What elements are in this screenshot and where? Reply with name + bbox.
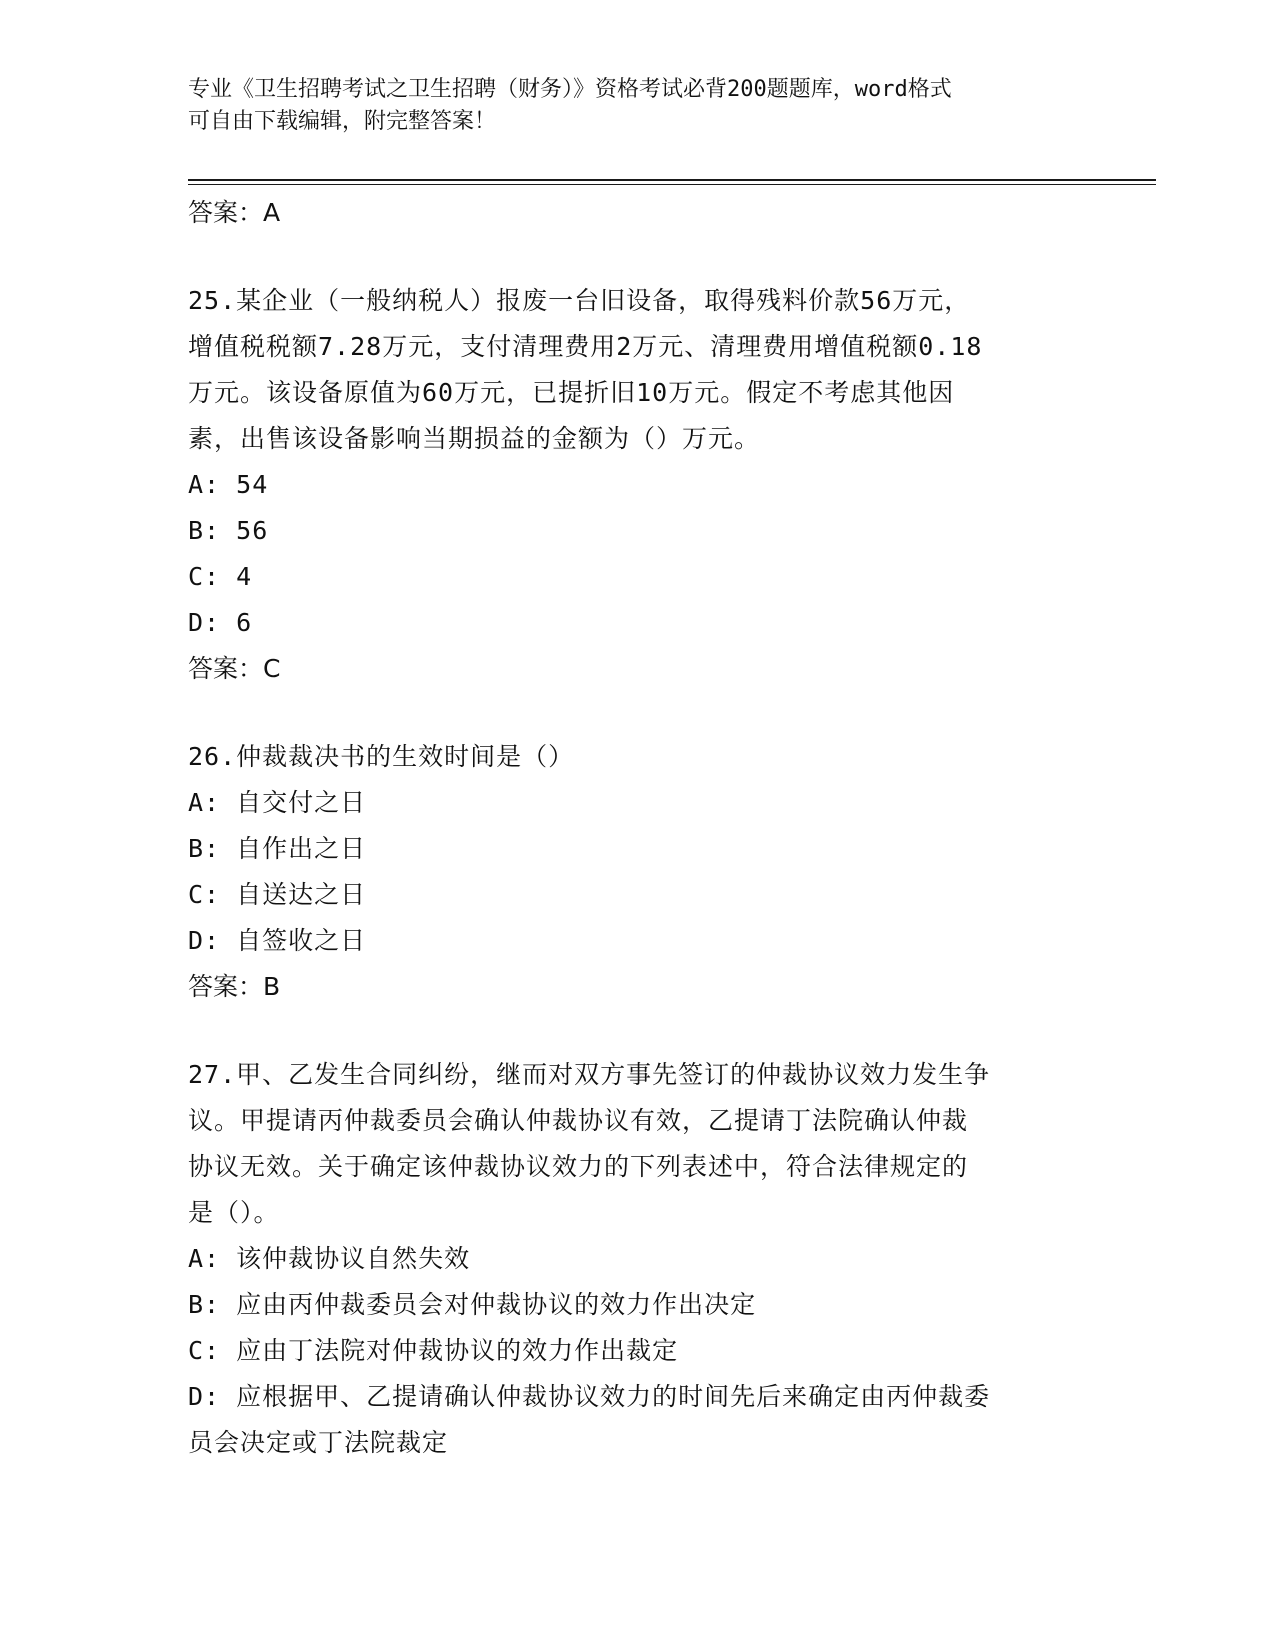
- question-stem-line: 25.某企业（一般纳税人）报废一台旧设备，取得残料价款56万元，: [188, 286, 971, 315]
- spacer: [188, 1010, 1088, 1052]
- option-a: A: 54: [188, 470, 269, 499]
- header-line-1: 专业《卫生招聘考试之卫生招聘（财务）》资格考试必背200题题库，word格式: [188, 77, 952, 102]
- option-c: C: 4: [188, 562, 253, 591]
- document-body: [188, 190, 1088, 1466]
- question-26: [188, 734, 1088, 1010]
- option-c: C: 应由丁法院对仲裁协议的效力作出裁定: [188, 1336, 679, 1365]
- option-b: B: 56: [188, 516, 269, 545]
- option-b: B: 自作出之日: [188, 834, 367, 863]
- question-25: [188, 278, 1088, 692]
- question-stem-line: 是（）。: [188, 1198, 280, 1227]
- option-a: A: 自交付之日: [188, 788, 367, 817]
- previous-answer: 答案：A: [188, 198, 281, 227]
- question-stem-line: 万元。该设备原值为60万元，已提折旧10万元。假定不考虑其他因: [188, 378, 955, 407]
- spacer: [188, 692, 1088, 734]
- question-stem-line: 协议无效。关于确定该仲裁协议效力的下列表述中，符合法律规定的: [188, 1152, 969, 1181]
- option-d-continued: 员会决定或丁法院裁定: [188, 1428, 449, 1457]
- question-stem-line: 26.仲裁裁决书的生效时间是（）: [188, 742, 575, 771]
- option-d: D: 6: [188, 608, 253, 637]
- option-d: D: 应根据甲、乙提请确认仲裁协议效力的时间先后来确定由丙仲裁委: [188, 1382, 991, 1411]
- answer-26: 答案：B: [188, 972, 281, 1001]
- option-c: C: 自送达之日: [188, 880, 367, 909]
- option-d: D: 自签收之日: [188, 926, 367, 955]
- question-stem-line: 增值税税额7.28万元，支付清理费用2万元、清理费用增值税额0.18: [188, 332, 983, 361]
- header-line-2: 可自由下载编辑，附完整答案！: [188, 109, 497, 134]
- header-rule-thin: [188, 184, 1156, 185]
- option-b: B: 应由丙仲裁委员会对仲裁协议的效力作出决定: [188, 1290, 757, 1319]
- option-a: A: 该仲裁协议自然失效: [188, 1244, 471, 1273]
- question-stem-line: 议。甲提请丙仲裁委员会确认仲裁协议有效，乙提请丁法院确认仲裁: [188, 1106, 969, 1135]
- answer-25: 答案：C: [188, 654, 281, 683]
- question-27: [188, 1052, 1088, 1466]
- spacer: [188, 236, 1088, 278]
- document-header: [188, 74, 1088, 138]
- question-stem-line: 27.甲、乙发生合同纠纷，继而对双方事先签订的仲裁协议效力发生争: [188, 1060, 991, 1089]
- header-rule-thick: [188, 179, 1156, 181]
- question-stem-line: 素，出售该设备影响当期损益的金额为（）万元。: [188, 424, 761, 453]
